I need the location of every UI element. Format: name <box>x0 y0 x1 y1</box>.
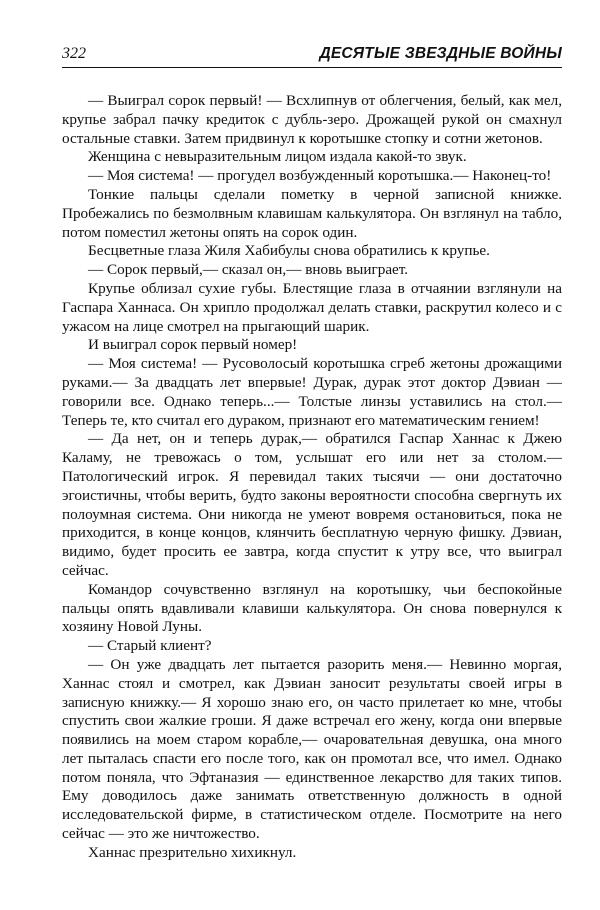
paragraph: — Старый клиент? <box>88 637 212 655</box>
running-header <box>62 44 562 68</box>
page-number: 322 <box>62 45 86 62</box>
paragraph: — Моя система! — прогудел возбужденный коротышка.— Наконец-то! <box>88 167 552 185</box>
paragraph: — Выиграл сорок первый! — Всхлипнув от облегчения, белый, как мел, крупье забрал пачку кредиток с дубль-зеро. Дрожащей рукой он смахнул остальные ставки. Затем придвинул к коротышке стопку и сотни жетонов. <box>62 92 562 147</box>
paragraph: — Моя система! — Русоволосый коротышка сгреб жетоны дрожащими руками.— За двадцать лет впервые! Дурак, дурак этот доктор Дэвиан — говорили все. Однако теперь...— Толстые линзы уставились на стол.— Теперь те, кто считал его дураком, признают его математическим гением! <box>62 355 562 429</box>
body-text <box>62 92 562 863</box>
paragraph: — Он уже двадцать лет пытается разорить меня.— Невинно моргая, Ханнас стоял и смотрел, как Дэвиан заносит результаты своей игры в записную книжку.— Я хорошо знаю его, он часто прилетает ко мне, чтобы спустить свои жалкие гроши. Я даже встречал его жену, когда они впервые появились на моем старом корабле,— очаровательная девушка, она много лет пыталась спасти его после того, как он промотал все, что имел. Однако потом поняла, что Эфтаназия — единственное лекарство для таких типов. Ему доводилось даже занимать ответственную должность в одной исследовательской фирме, в статистическом отделе. Посмотрите на него сейчас — это же ничтожество. <box>62 655 562 843</box>
paragraph: Тонкие пальцы сделали пометку в черной записной книжке. Пробежались по безмолвным клавишам калькулятора. Он взглянул на табло, потом поместил жетоны опять на сорок один. <box>62 185 562 241</box>
paragraph: — Да нет, он и теперь дурак,— обратился Гаспар Ханнас к Джею Каламу, не тревожась о том, услышат его или нет за столом.— Патологический игрок. Я перевидал таких тысячи — они достаточно эгоистичны, чтобы верить, будто законы вероятности способна свергнуть их полоумная система. Они никогда не умеют вовремя остановиться, пока не приходится, в конце концов, клянчить бесплатную черную фишку. Дэвиан, видимо, будет просить ее завтра, когда спустит к утру все, что выиграл сейчас. <box>62 430 562 579</box>
running-title: ДЕСЯТЫЕ ЗВЕЗДНЫЕ ВОЙНЫ <box>319 45 562 62</box>
paragraph: Ханнас презрительно хихикнул. <box>88 843 297 861</box>
book-page <box>62 44 562 863</box>
paragraph: — Сорок первый,— сказал он,— вновь выиграет. <box>88 261 409 279</box>
paragraph: Женщина с невыразительным лицом издала какой-то звук. <box>88 148 467 166</box>
paragraph: Крупье облизал сухие губы. Блестящие глаза в отчаянии взглянули на Гаспара Ханнаса. Он хрипло продолжал делать ставки, раскрутил колесо и с ужасом на лице смотрел на прыгающий шарик. <box>62 279 562 335</box>
paragraph: Бесцветные глаза Жиля Хабибулы снова обратились к крупье. <box>88 242 490 260</box>
paragraph: И выиграл сорок первый номер! <box>88 336 298 354</box>
paragraph: Командор сочувственно взглянул на коротышку, чьи беспокойные пальцы опять вдавливали клавиши калькулятора. Он снова повернулся к хозяину Новой Луны. <box>62 580 562 636</box>
